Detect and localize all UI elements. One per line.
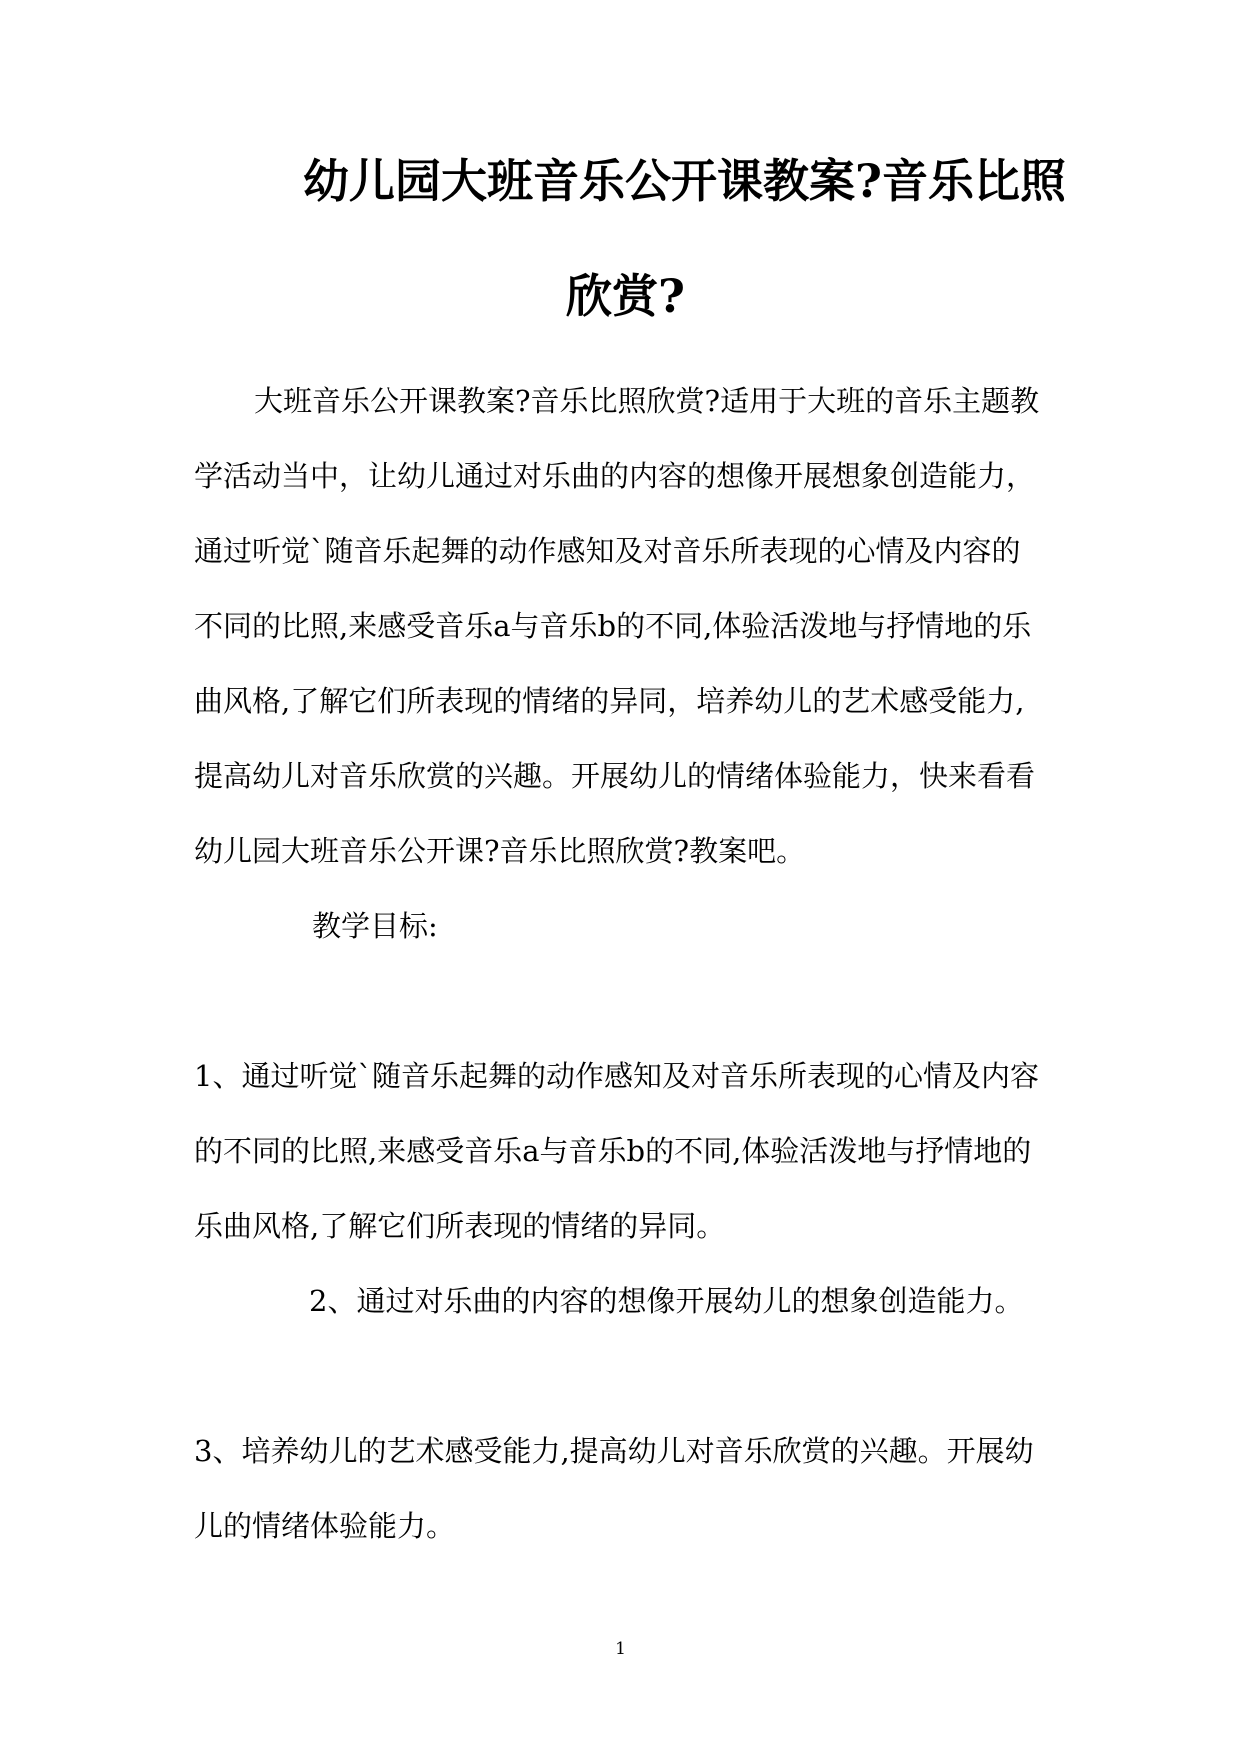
page-number: 1 (615, 1639, 626, 1659)
goal-3-line-2: 儿的情绪体验能力。 (194, 1509, 456, 1543)
intro-line-3: 通过听觉`随音乐起舞的动作感知及对音乐所表现的心情及内容的 (194, 534, 1021, 568)
goal-1-line-3: 乐曲风格,了解它们所表现的情绪的异同。 (194, 1209, 726, 1243)
section-heading: 教学目标: (312, 909, 438, 943)
intro-line-7: 幼儿园大班音乐公开课?音乐比照欣赏?教案吧。 (194, 834, 806, 868)
intro-line-4: 不同的比照,来感受音乐a与音乐b的不同,体验活泼地与抒情地的乐 (194, 609, 1032, 643)
intro-line-1: 大班音乐公开课教案?音乐比照欣赏?适用于大班的音乐主题教 (254, 384, 1040, 418)
goal-2: 2、通过对乐曲的内容的想像开展幼儿的想象创造能力。 (309, 1284, 1024, 1318)
goal-1-line-1: 1、通过听觉`随音乐起舞的动作感知及对音乐所表现的心情及内容 (194, 1059, 1039, 1093)
goal-3-line-1: 3、培养幼儿的艺术感受能力,提高幼儿对音乐欣赏的兴趣。开展幼 (194, 1434, 1034, 1468)
intro-line-6: 提高幼儿对音乐欣赏的兴趣。开展幼儿的情绪体验能力，快来看看 (194, 759, 1036, 793)
document-title-line-1: 幼儿园大班音乐公开课教案?音乐比照 (303, 154, 1066, 208)
goal-1-line-2: 的不同的比照,来感受音乐a与音乐b的不同,体验活泼地与抒情地的 (194, 1134, 1032, 1168)
intro-line-2: 学活动当中，让幼儿通过对乐曲的内容的想像开展想象创造能力， (194, 459, 1036, 493)
document-title-line-2: 欣赏? (566, 269, 685, 323)
intro-line-5: 曲风格,了解它们所表现的情绪的异同，培养幼儿的艺术感受能力, (194, 684, 1025, 718)
